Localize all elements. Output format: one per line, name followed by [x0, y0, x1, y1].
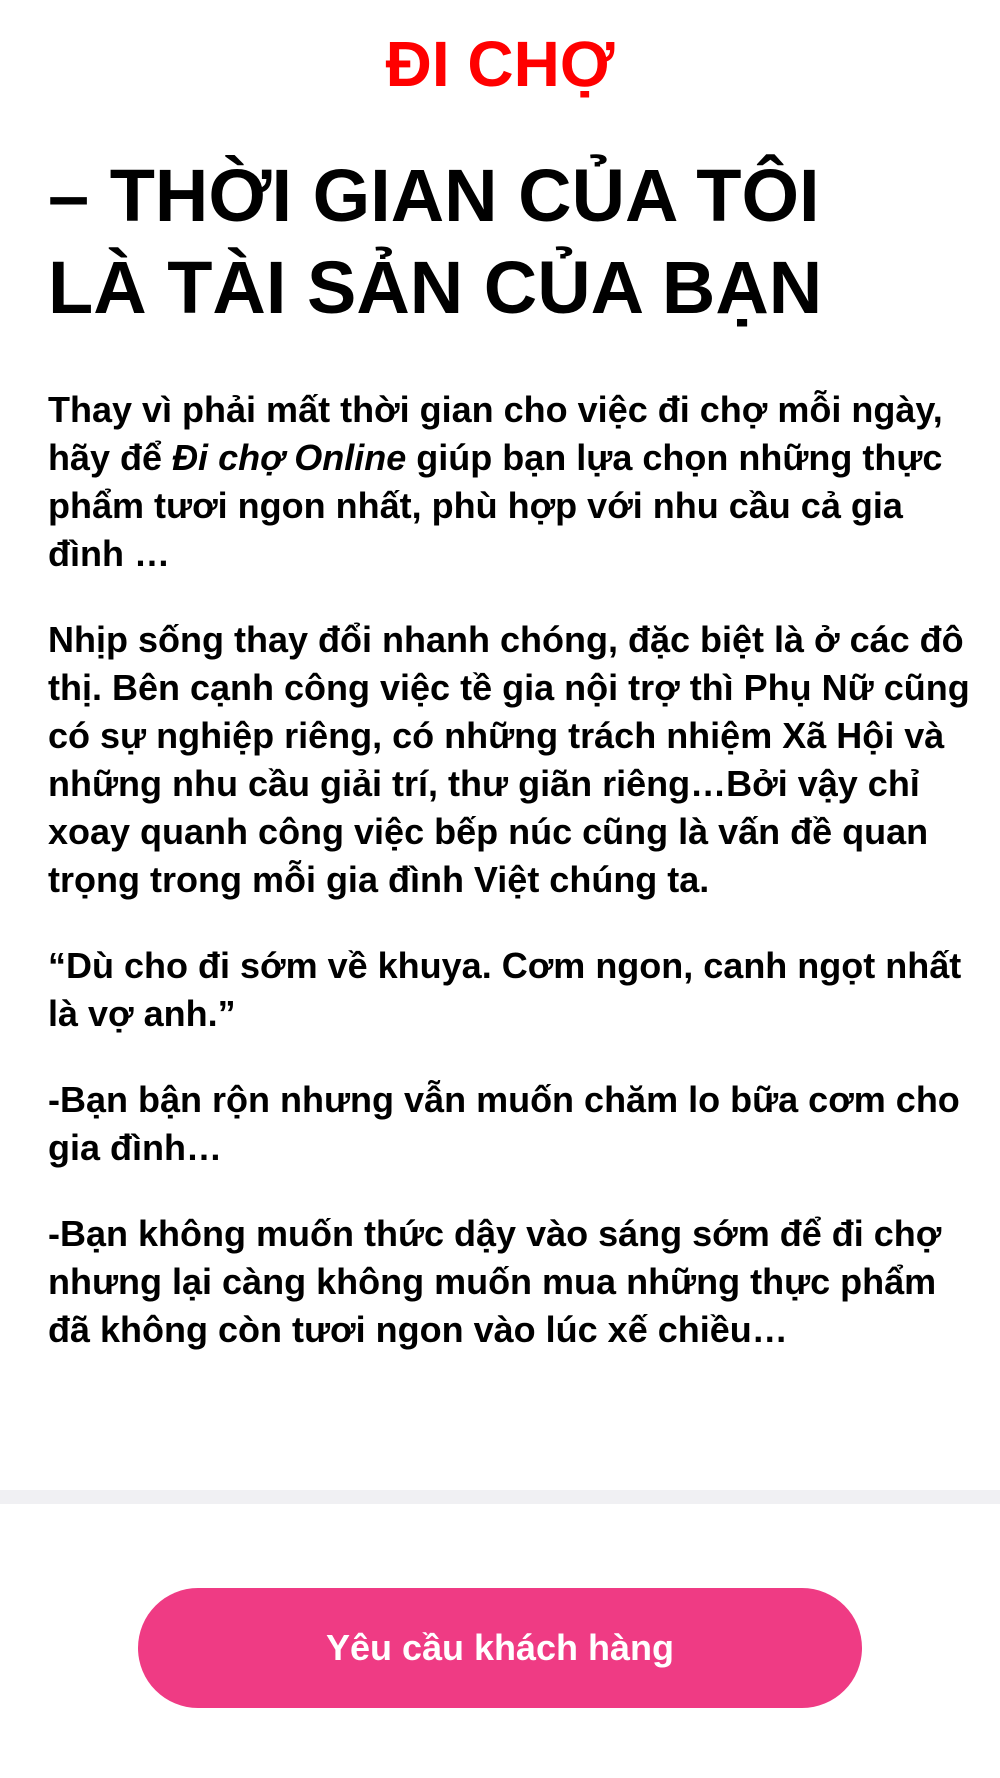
paragraph-morning: -Bạn không muốn thức dậy vào sáng sớm để đi chợ nhưng lại càng không muốn mua những thực phẩm đã không còn tươi ngon vào lúc xế chiều…	[48, 1213, 942, 1350]
footer-bar	[0, 1504, 1000, 1778]
customer-request-button[interactable]: Yêu cầu khách hàng	[138, 1588, 862, 1708]
intro-text-start: Thay vì phải mất thời gian cho việc đi chợ mỗi ngày, hãy để	[48, 389, 943, 478]
section-divider	[0, 1490, 1000, 1504]
paragraph-busy: -Bạn bận rộn nhưng vẫn muốn chăm lo bữa cơm cho gia đình…	[48, 1079, 960, 1168]
intro-text-end: giúp bạn lựa chọn những thực phẩm tươi ngon nhất, phù hợp với nhu cầu cả gia đình …	[48, 437, 943, 574]
page-title-line-1: – THỜI GIAN CỦA TÔI	[48, 154, 820, 237]
page-title-line-2: LÀ TÀI SẢN CỦA BẠN	[48, 246, 823, 329]
paragraph-lifestyle: Nhịp sống thay đổi nhanh chóng, đặc biệt là ở các đô thị. Bên cạnh công việc tề gia nội trợ thì Phụ Nữ cũng có sự nghiệp riêng, có những trách nhiệm Xã Hội và những nhu cầu giải trí, thư giãn riêng…Bởi vậy chỉ xoay quanh công việc bếp núc cũng là vấn đề quan trọng trong mỗi gia đình Việt chúng ta.	[48, 619, 970, 900]
article-body	[48, 386, 978, 1392]
paragraph-quote: “Dù cho đi sớm về khuya. Cơm ngon, canh ngọt nhất là vợ anh.”	[48, 945, 962, 1034]
service-name: Đi chợ Online	[172, 437, 407, 478]
brand-title: ĐI CHỢ	[385, 28, 615, 100]
paragraph-intro	[48, 386, 978, 578]
page-title	[48, 150, 968, 334]
